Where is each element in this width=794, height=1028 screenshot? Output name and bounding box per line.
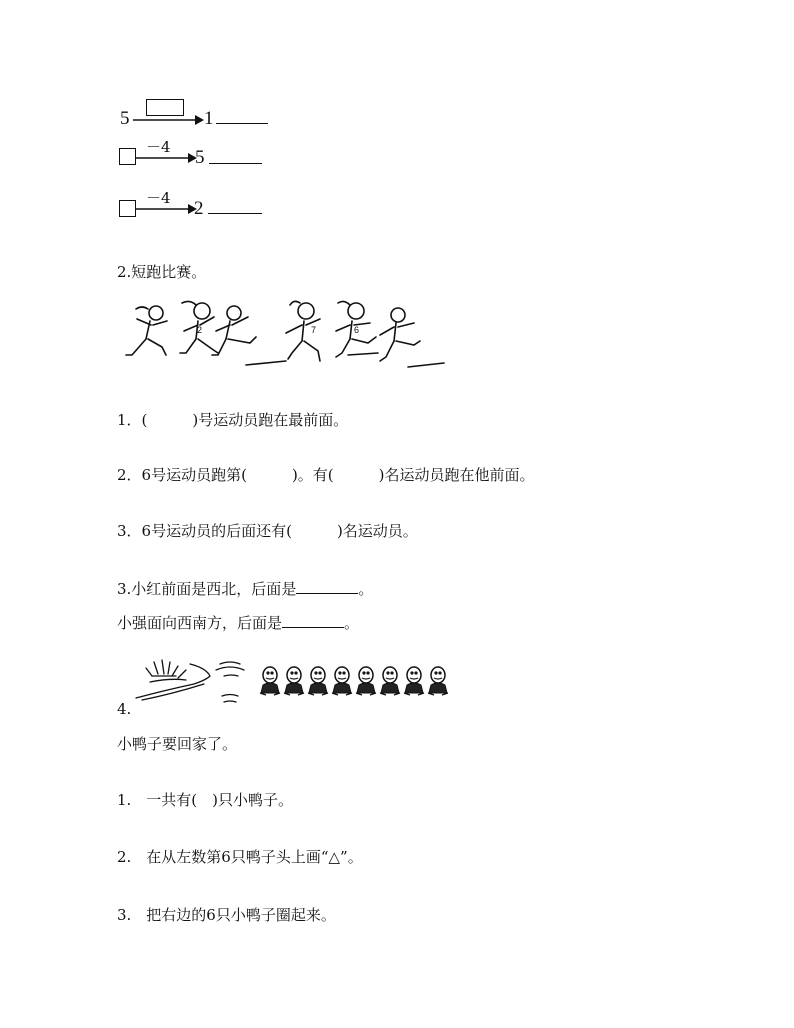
pond-illustration — [132, 654, 250, 708]
question-2-2: 2．6号运动员跑第( )。有( )名运动员跑在他前面。 — [117, 466, 535, 484]
duckling-icon[interactable] — [380, 667, 400, 695]
jersey-number: 6 — [354, 325, 360, 335]
punctuation: 。 — [344, 614, 360, 632]
answer-blank[interactable] — [208, 194, 262, 214]
duckling-icon[interactable] — [332, 667, 352, 695]
end-number: 1 — [204, 108, 214, 129]
section-2-title: 2.短跑比赛。 — [117, 263, 207, 281]
end-number: 2 — [194, 198, 204, 219]
question-3-line-1 — [117, 578, 373, 599]
duckling-icon[interactable] — [260, 667, 280, 695]
start-box[interactable] — [119, 148, 136, 165]
answer-blank[interactable] — [296, 578, 358, 594]
answer-blank[interactable] — [216, 104, 268, 124]
right-arrow-icon — [136, 203, 198, 215]
duckling-icon[interactable] — [428, 667, 448, 695]
runner-figure — [212, 306, 256, 355]
punctuation: 。 — [358, 580, 374, 598]
duckling-icon[interactable] — [284, 667, 304, 695]
start-box[interactable] — [119, 200, 136, 217]
runners-illustration — [118, 295, 450, 373]
duckling-icon[interactable] — [356, 667, 376, 695]
question-2-3: 3．6号运动员的后面还有( )名运动员。 — [117, 522, 418, 540]
right-arrow-icon — [136, 152, 198, 164]
duckling-icon[interactable] — [308, 667, 328, 695]
question-4-2: 2. 在从左数第6只鸭子头上画“△”。 — [117, 848, 363, 866]
runner-figure — [126, 306, 167, 355]
section-4-title: 小鸭子要回家了。 — [117, 735, 238, 753]
right-arrow-icon — [133, 114, 205, 126]
end-number: 5 — [195, 147, 205, 168]
question-3-line-2 — [117, 612, 359, 633]
jersey-number: 2 — [197, 325, 203, 335]
runner-figure — [380, 308, 420, 361]
start-number: 5 — [120, 108, 130, 129]
jersey-number: 7 — [311, 325, 317, 335]
question-4-1: 1. 一共有( )只小鸭子。 — [117, 791, 294, 809]
ducklings-row — [258, 663, 454, 699]
operator-label: －4 — [146, 189, 171, 207]
answer-blank[interactable] — [209, 144, 262, 164]
answer-blank[interactable] — [282, 612, 344, 628]
prompt-text: 3.小红前面是西北，后面是 — [117, 580, 297, 598]
section-4-label: 4. — [117, 700, 132, 718]
question-4-3: 3. 把右边的6只小鸭子圈起来。 — [117, 906, 336, 924]
duckling-icon[interactable] — [404, 667, 424, 695]
prompt-text: 小强面向西南方，后面是 — [117, 614, 283, 632]
operator-label: －4 — [146, 138, 171, 156]
question-2-1: 1．( )号运动员跑在最前面。 — [117, 411, 349, 429]
